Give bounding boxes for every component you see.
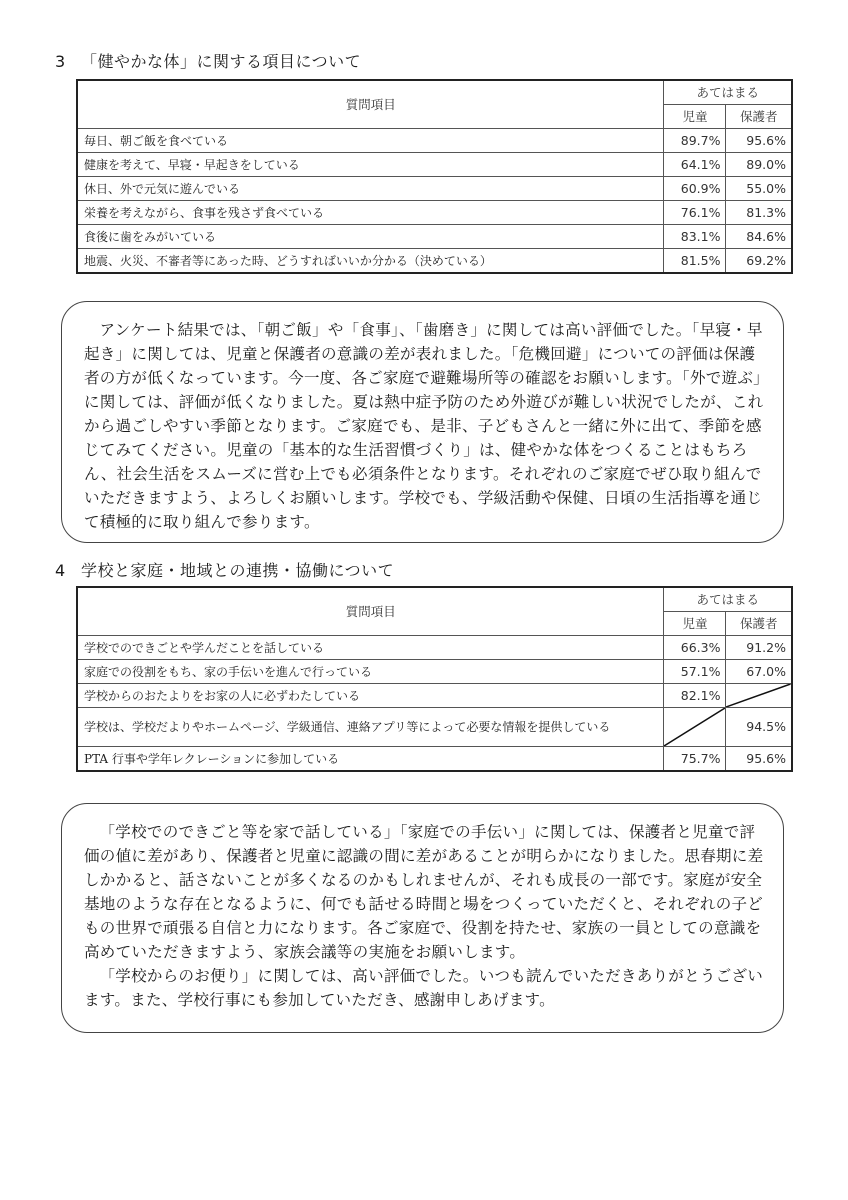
header-question-item: 質問項目 xyxy=(77,587,664,636)
question-item: 学校は、学校だよりやホームページ、学級通信、連絡アプリ等によって必要な情報を提供している xyxy=(77,708,664,747)
parent-value: 95.6% xyxy=(726,129,792,153)
question-item: 食後に歯をみがいている xyxy=(77,225,664,249)
child-value: 57.1% xyxy=(664,660,726,684)
section-3-title: 「健やかな体」に関する項目について xyxy=(81,52,362,71)
section-4-number: 4 xyxy=(55,561,66,580)
table-row xyxy=(77,177,792,201)
section-4-comment-paragraph-1: 「学校でのできごと等を家で話している」「家庭での手伝い」に関しては、保護者と児童で評価の値に差があり、保護者と児童に認識の間に差があることが明らかになりました。思春期に差しかかると、話さないことが多くなるのかもしれませんが、それも成長の一部です。家庭が安全基地のような存在となるように、何でも話せる時間と場をつくっていただくと、それぞれの子どもの世界で頑張る自信と力になります。各ご家庭で、役割を持たせ、家族の一員としての意識を高めていただきますよう、家族会議等の実施をお願いします。 xyxy=(84,823,764,961)
parent-value: 95.6% xyxy=(726,747,792,772)
section-4-comment-paragraph-2: 「学校からのお便り」に関しては、高い評価でした。いつも読んでいただきありがとうございます。また、学校行事にも参加していただき、感謝申しあげます。 xyxy=(84,967,764,1009)
table-row xyxy=(77,201,792,225)
question-item: 休日、外で元気に遊んでいる xyxy=(77,177,664,201)
table-row xyxy=(77,747,792,772)
section-3-heading xyxy=(55,52,361,72)
diagonal-slash-icon xyxy=(726,684,791,707)
child-value: 76.1% xyxy=(664,201,726,225)
question-item: PTA 行事や学年レクレーションに参加している xyxy=(77,747,664,772)
parent-value: 84.6% xyxy=(726,225,792,249)
question-item: 毎日、朝ご飯を食べている xyxy=(77,129,664,153)
table-row xyxy=(77,708,792,747)
table-row xyxy=(77,636,792,660)
child-value: 60.9% xyxy=(664,177,726,201)
section-3-comment-box xyxy=(61,301,784,543)
header-question-item: 質問項目 xyxy=(77,80,664,129)
table-row xyxy=(77,660,792,684)
section-4-title: 学校と家庭・地域との連携・協働について xyxy=(81,561,395,580)
child-value: 82.1% xyxy=(664,684,726,708)
header-parent: 保護者 xyxy=(726,612,792,636)
question-item: 栄養を考えながら、食事を残さず食べている xyxy=(77,201,664,225)
table-row xyxy=(77,684,792,708)
parent-value: 81.3% xyxy=(726,201,792,225)
child-value: 75.7% xyxy=(664,747,726,772)
section-4-comment-box xyxy=(61,803,784,1033)
not-applicable-cell xyxy=(664,708,726,747)
section-3-table xyxy=(76,79,793,274)
diagonal-slash-icon xyxy=(664,708,725,746)
parent-value: 55.0% xyxy=(726,177,792,201)
parent-value: 67.0% xyxy=(726,660,792,684)
child-value: 66.3% xyxy=(664,636,726,660)
child-value: 64.1% xyxy=(664,153,726,177)
header-child: 児童 xyxy=(664,612,726,636)
header-applies: あてはまる xyxy=(664,80,792,105)
table-row xyxy=(77,153,792,177)
child-value: 83.1% xyxy=(664,225,726,249)
section-4-heading xyxy=(55,561,394,581)
table-row xyxy=(77,225,792,249)
parent-value: 94.5% xyxy=(726,708,792,747)
table-row xyxy=(77,249,792,274)
parent-value: 91.2% xyxy=(726,636,792,660)
question-item: 学校でのできごとや学んだことを話している xyxy=(77,636,664,660)
header-applies: あてはまる xyxy=(664,587,792,612)
table-row xyxy=(77,129,792,153)
question-item: 学校からのおたよりをお家の人に必ずわたしている xyxy=(77,684,664,708)
question-item: 健康を考えて、早寝・早起きをしている xyxy=(77,153,664,177)
header-child: 児童 xyxy=(664,105,726,129)
not-applicable-cell xyxy=(726,684,792,708)
parent-value: 89.0% xyxy=(726,153,792,177)
question-item: 地震、火災、不審者等にあった時、どうすればいいか分かる（決めている） xyxy=(77,249,664,274)
child-value: 81.5% xyxy=(664,249,726,274)
child-value: 89.7% xyxy=(664,129,726,153)
question-item: 家庭での役割をもち、家の手伝いを進んで行っている xyxy=(77,660,664,684)
header-parent: 保護者 xyxy=(726,105,792,129)
section-4-table xyxy=(76,586,793,772)
section-3-comment: アンケート結果では、「朝ご飯」や「食事」、「歯磨き」に関しては高い評価でした。「早寝・早起き」に関しては、児童と保護者の意識の差が表れました。「危機回避」についての評価は保護者の方が低くなっています。今一度、各ご家庭で避難場所等の確認をお願いします。「外で遊ぶ」に関しては、評価が低くなりました。夏は熱中症予防のため外遊びが難しい状況でしたが、これから過ごしやすい季節となります。ご家庭でも、是非、子どもさんと一緒に外に出て、季節を感じてみてください。児童の「基本的な生活習慣づくり」は、健やかな体をつくることはもちろん、社会生活をスムーズに営む上でも必須条件となります。それぞれのご家庭でぜひ取り組んでいただきますよう、よろしくお願いします。学校でも、学級活動や保健、日頃の生活指導を通じて積極的に取り組んで参ります。 xyxy=(84,321,764,531)
parent-value: 69.2% xyxy=(726,249,792,274)
section-3-number: 3 xyxy=(55,52,66,71)
